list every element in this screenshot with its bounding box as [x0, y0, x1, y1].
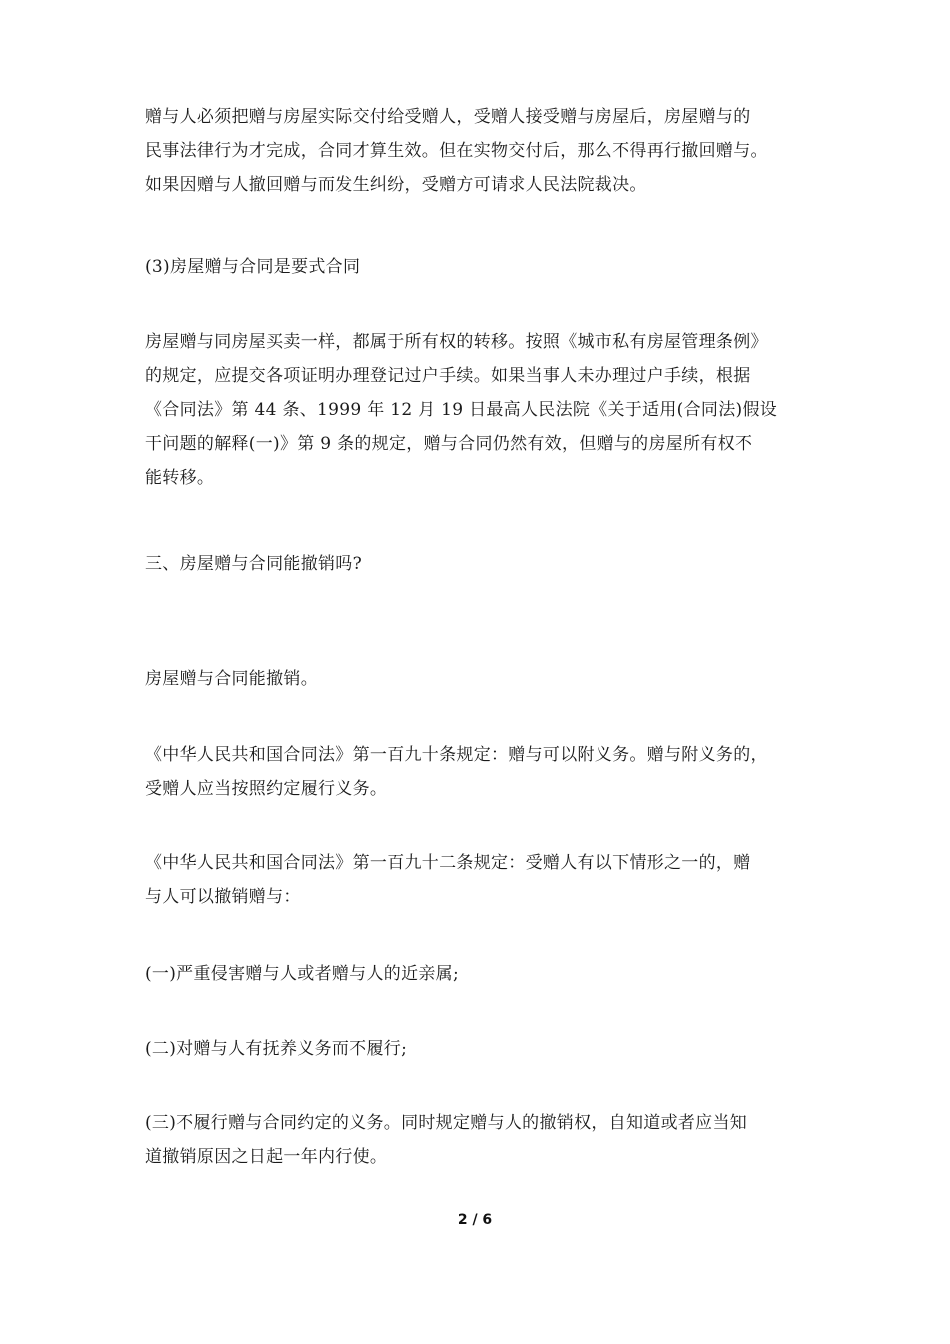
paragraph-line: 与人可以撤销赠与： — [145, 887, 301, 907]
paragraph-line: 民事法律行为才完成，合同才算生效。但在实物交付后，那么不得再行撤回赠与。 — [145, 141, 768, 161]
paragraph-line: 《中华人民共和国合同法》第一百九十条规定：赠与可以附义务。赠与附义务的， — [145, 745, 768, 765]
paragraph-line: 的规定，应提交各项证明办理登记过户手续。如果当事人未办理过户手续，根据 — [145, 366, 751, 386]
paragraph-heading-formal-contract — [145, 250, 810, 284]
list-item-two — [145, 1032, 810, 1066]
paragraph-line: 三、房屋赠与合同能撤销吗? — [145, 554, 363, 574]
paragraph-delivery-effect — [145, 100, 810, 202]
paragraph-can-revoke — [145, 662, 810, 696]
paragraph-article-190 — [145, 738, 810, 806]
paragraph-line: (一)严重侵害赠与人或者赠与人的近亲属; — [145, 964, 459, 984]
paragraph-line: 《中华人民共和国合同法》第一百九十二条规定：受赠人有以下情形之一的，赠 — [145, 853, 751, 873]
list-item-three — [145, 1106, 810, 1174]
paragraph-line: 赠与人必须把赠与房屋实际交付给受赠人，受赠人接受赠与房屋后，房屋赠与的 — [145, 107, 751, 127]
paragraph-line: 《合同法》第 44 条、1999 年 12 月 19 日最高人民法院《关于适用(合同法)假设 — [145, 400, 778, 420]
paragraph-ownership-transfer — [145, 325, 810, 495]
paragraph-line: (3)房屋赠与合同是要式合同 — [145, 257, 361, 277]
list-item-one — [145, 957, 810, 991]
paragraph-line: 道撤销原因之日起一年内行使。 — [145, 1147, 388, 1167]
page-number: 2 / 6 — [457, 1212, 493, 1228]
paragraph-line: 房屋赠与合同能撤销。 — [145, 669, 318, 689]
paragraph-line: (三)不履行赠与合同约定的义务。同时规定赠与人的撤销权，自知道或者应当知 — [145, 1113, 748, 1133]
paragraph-article-192 — [145, 846, 810, 914]
section-heading-revocation — [145, 547, 810, 581]
paragraph-line: 房屋赠与同房屋买卖一样，都属于所有权的转移。按照《城市私有房屋管理条例》 — [145, 332, 768, 352]
paragraph-line: 如果因赠与人撤回赠与而发生纠纷，受赠方可请求人民法院裁决。 — [145, 175, 647, 195]
paragraph-line: 能转移。 — [145, 468, 215, 488]
paragraph-line: 干问题的解释(一)》第 9 条的规定，赠与合同仍然有效，但赠与的房屋所有权不 — [145, 434, 753, 454]
paragraph-line: (二)对赠与人有抚养义务而不履行; — [145, 1039, 408, 1059]
paragraph-line: 受赠人应当按照约定履行义务。 — [145, 779, 388, 799]
